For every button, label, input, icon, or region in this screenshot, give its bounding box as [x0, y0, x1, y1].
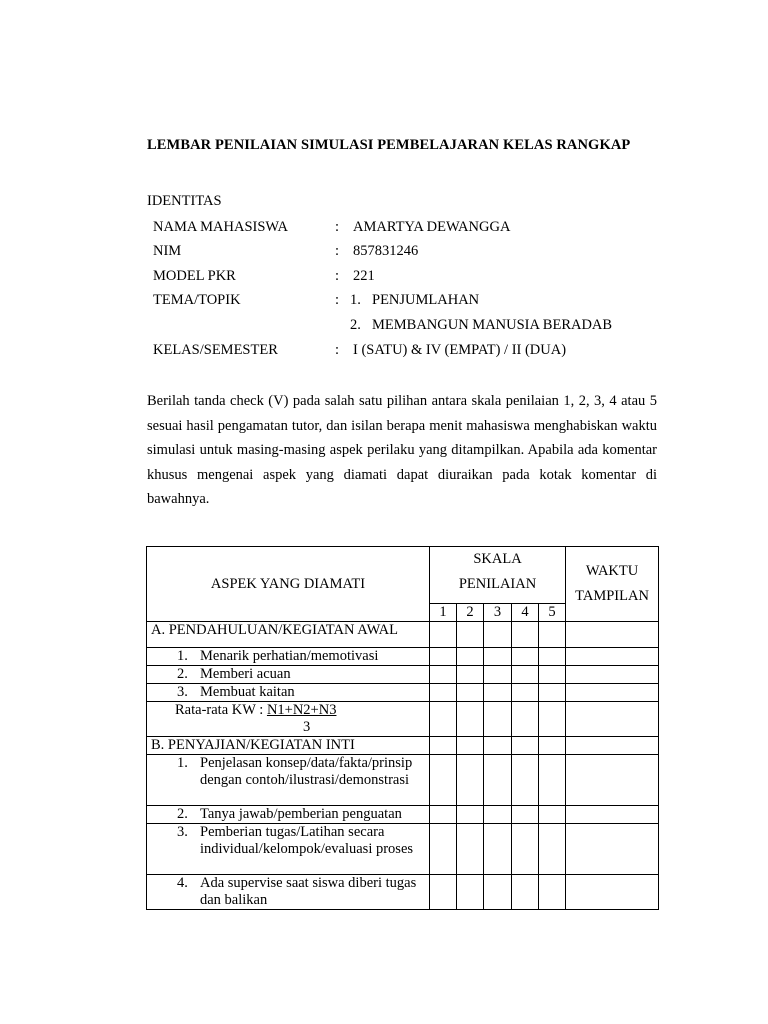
colon: :: [335, 268, 340, 284]
score-cell[interactable]: [430, 737, 457, 755]
item-text: Penjelasan konsep/data/fakta/prinsip dengan contoh/ilustrasi/demonstrasi: [200, 755, 413, 788]
time-cell[interactable]: [566, 824, 659, 875]
score-cell[interactable]: [484, 737, 512, 755]
average-cell: [147, 702, 430, 737]
score-cell[interactable]: [430, 875, 457, 910]
score-cell[interactable]: [457, 806, 484, 824]
table-row: [147, 806, 659, 824]
time-cell[interactable]: [566, 737, 659, 755]
score-cell[interactable]: [484, 622, 512, 648]
score-cell[interactable]: [430, 755, 457, 806]
score-cell[interactable]: [457, 875, 484, 910]
score-cell[interactable]: [457, 824, 484, 875]
score-cell[interactable]: [430, 622, 457, 648]
score-cell[interactable]: [430, 648, 457, 666]
tema-item-text: MEMBANGUN MANUSIA BERADAB: [372, 317, 613, 333]
scale-4: 4: [512, 604, 539, 622]
score-cell[interactable]: [430, 666, 457, 684]
time-cell[interactable]: [566, 666, 659, 684]
score-cell[interactable]: [484, 806, 512, 824]
nim-value: 857831246: [353, 243, 419, 259]
table-row: [147, 684, 659, 702]
score-cell[interactable]: [457, 737, 484, 755]
item-number: 1.: [177, 755, 188, 771]
header-skala-line2: PENILAIAN: [458, 576, 537, 592]
score-cell[interactable]: [484, 648, 512, 666]
scale-1: 1: [430, 604, 457, 622]
score-cell[interactable]: [539, 806, 566, 824]
tema-label: TEMA/TOPIK: [153, 292, 241, 308]
colon: :: [335, 243, 340, 259]
score-cell[interactable]: [457, 622, 484, 648]
score-cell[interactable]: [539, 684, 566, 702]
time-cell[interactable]: [566, 684, 659, 702]
score-cell[interactable]: [484, 875, 512, 910]
time-cell[interactable]: [566, 622, 659, 648]
item-text: Ada supervise saat siswa diberi tugas dan balikan: [200, 875, 417, 908]
header-waktu-line2: TAMPILAN: [575, 588, 649, 604]
score-cell[interactable]: [539, 737, 566, 755]
item-number: 2.: [177, 666, 188, 682]
score-cell[interactable]: [512, 666, 539, 684]
score-cell[interactable]: [539, 622, 566, 648]
section-a-heading: A. PENDAHULUAN/KEGIATAN AWAL: [147, 622, 430, 648]
kelas-value: I (SATU) & IV (EMPAT) / II (DUA): [353, 342, 567, 358]
score-cell[interactable]: [512, 806, 539, 824]
score-cell[interactable]: [484, 666, 512, 684]
average-formula: N1+N2+N3: [266, 702, 337, 718]
score-cell[interactable]: [512, 737, 539, 755]
tema-item-number: 2.: [350, 317, 361, 333]
header-waktu-line1: WAKTU: [585, 563, 639, 579]
item-number: 4.: [177, 875, 188, 891]
item-number: 1.: [177, 648, 188, 664]
score-cell[interactable]: [430, 702, 457, 737]
table-row: [147, 824, 659, 875]
item-text: Menarik perhatian/memotivasi: [200, 648, 379, 664]
table-row: [147, 666, 659, 684]
score-cell[interactable]: [430, 824, 457, 875]
header-skala: [430, 547, 566, 604]
tema-item-text: PENJUMLAHAN: [372, 292, 480, 308]
assessment-table: [146, 546, 659, 910]
score-cell[interactable]: [484, 824, 512, 875]
score-cell[interactable]: [512, 684, 539, 702]
kelas-label: KELAS/SEMESTER: [153, 342, 278, 358]
colon: :: [335, 219, 340, 235]
aspect-item: [147, 824, 430, 875]
time-cell[interactable]: [566, 875, 659, 910]
score-cell[interactable]: [457, 684, 484, 702]
nama-label: NAMA MAHASISWA: [153, 219, 288, 235]
score-cell[interactable]: [484, 684, 512, 702]
instruction-paragraph: Berilah tanda check (V) pada salah satu pilihan antara skala penilaian 1, 2, 3, 4 atau 5 sesuai hasil pengamatan tutor, dan isilan berapa menit mahasiswa menghabiskan waktu simulasi untuk masing-masing aspek perilaku yang ditampilkan. Apabila ada komentar khusus mengenai aspek yang diamati dapat diuraikan pada kotak komentar di bawahnya.: [147, 393, 657, 507]
score-cell[interactable]: [539, 666, 566, 684]
header-skala-line1: SKALA: [473, 551, 522, 567]
score-cell[interactable]: [539, 702, 566, 737]
item-text: Memberi acuan: [200, 666, 291, 682]
score-cell[interactable]: [512, 702, 539, 737]
score-cell[interactable]: [484, 755, 512, 806]
nim-label: NIM: [153, 243, 182, 259]
score-cell[interactable]: [512, 755, 539, 806]
item-number: 2.: [177, 806, 188, 822]
aspect-item: [147, 666, 430, 684]
scale-2: 2: [457, 604, 484, 622]
score-cell[interactable]: [457, 648, 484, 666]
table-row: [147, 622, 659, 648]
section-b-heading: B. PENYAJIAN/KEGIATAN INTI: [147, 737, 430, 755]
score-cell[interactable]: [512, 622, 539, 648]
score-cell[interactable]: [430, 684, 457, 702]
aspect-item: [147, 755, 430, 806]
time-cell[interactable]: [566, 755, 659, 806]
score-cell[interactable]: [539, 875, 566, 910]
time-cell[interactable]: [566, 806, 659, 824]
score-cell[interactable]: [484, 702, 512, 737]
item-number: 3.: [177, 824, 188, 840]
model-label: MODEL PKR: [153, 268, 236, 284]
score-cell[interactable]: [512, 875, 539, 910]
average-divisor: 3: [303, 719, 311, 735]
score-cell[interactable]: [539, 648, 566, 666]
average-label: Rata-rata KW :: [175, 702, 267, 718]
identity-heading: IDENTITAS: [147, 193, 222, 209]
header-aspek: [147, 547, 430, 622]
model-value: 221: [353, 268, 375, 284]
time-cell[interactable]: [566, 702, 659, 737]
nama-value: AMARTYA DEWANGGA: [353, 219, 511, 235]
aspect-item: [147, 648, 430, 666]
tema-item-number: 1.: [350, 292, 361, 308]
colon: :: [335, 342, 340, 358]
score-cell[interactable]: [512, 648, 539, 666]
score-cell[interactable]: [457, 702, 484, 737]
colon: :: [335, 292, 340, 308]
scale-3: 3: [484, 604, 512, 622]
aspect-item: [147, 806, 430, 824]
item-text: Pemberian tugas/Latihan secara individual/kelompok/evaluasi proses: [200, 824, 414, 857]
score-cell[interactable]: [457, 666, 484, 684]
document-title: LEMBAR PENILAIAN SIMULASI PEMBELAJARAN KELAS RANGKAP: [147, 137, 631, 153]
table-row: [147, 755, 659, 806]
aspect-item: [147, 875, 430, 910]
item-text: Membuat kaitan: [200, 684, 295, 700]
aspect-item: [147, 684, 430, 702]
score-cell[interactable]: [457, 755, 484, 806]
table-header-row: [147, 547, 659, 604]
item-text: Tanya jawab/pemberian penguatan: [200, 806, 402, 822]
header-aspek-text: ASPEK YANG DIAMATI: [210, 575, 366, 592]
table-row: [147, 737, 659, 755]
score-cell[interactable]: [512, 824, 539, 875]
scale-5: 5: [539, 604, 566, 622]
item-number: 3.: [177, 684, 188, 700]
table-row-average: [147, 702, 659, 737]
score-cell[interactable]: [430, 806, 457, 824]
score-cell[interactable]: [539, 824, 566, 875]
time-cell[interactable]: [566, 648, 659, 666]
score-cell[interactable]: [539, 755, 566, 806]
table-row: [147, 875, 659, 910]
header-waktu: [566, 547, 659, 622]
table-row: [147, 648, 659, 666]
